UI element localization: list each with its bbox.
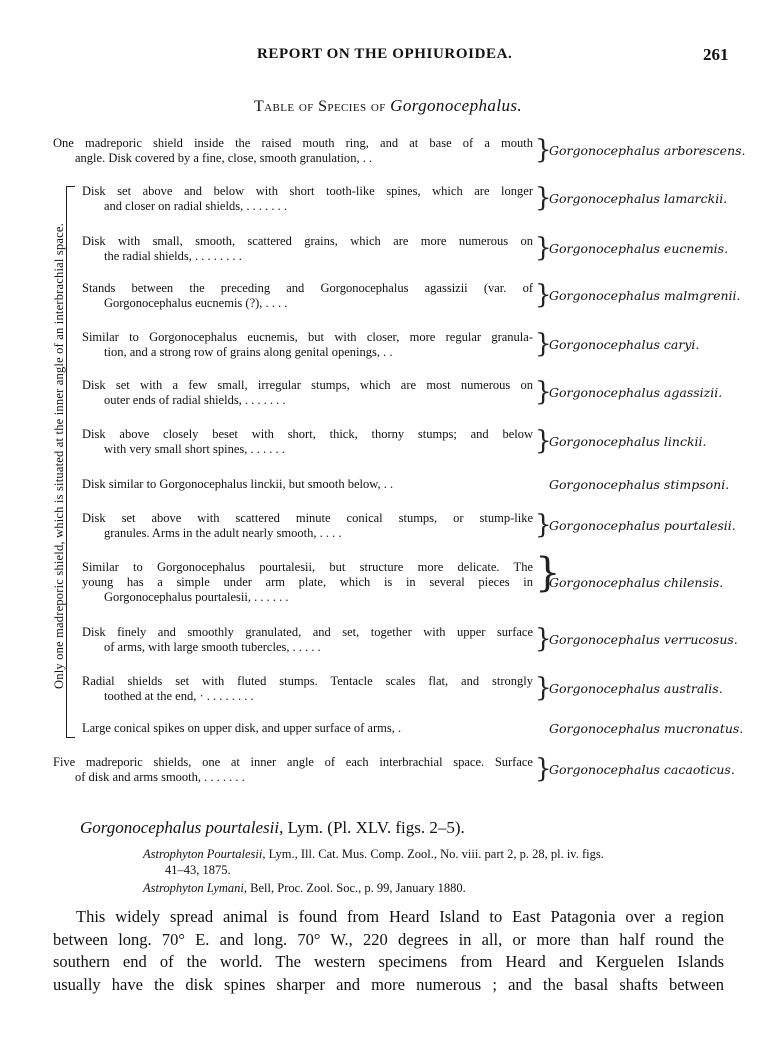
entry-description — [82, 477, 533, 492]
species-name: Gorgonocephalus agassizii. — [549, 385, 723, 400]
entry-description — [53, 136, 533, 166]
species-heading — [80, 818, 465, 838]
species-name: Gorgonocephalus mucronatus. — [549, 720, 744, 736]
brace-icon: } — [535, 673, 552, 703]
entry-description — [82, 234, 533, 264]
running-title: REPORT ON THE OPHIUROIDEA. — [257, 46, 513, 62]
entry-line: Similar to Gorgonocephalus pourtalesii, but structure more delicate. The — [82, 560, 533, 574]
entry-line: Disk set above and below with short tooth-like spines, which are longer — [82, 184, 533, 198]
entry-description — [53, 755, 533, 785]
body-line: between long. 70° E. and long. 70° W., 220 degrees in all, or more than half round the — [53, 929, 724, 949]
species-name: Gorgonocephalus australis. — [549, 681, 723, 696]
brace-icon: } — [535, 377, 552, 407]
species-name: Gorgonocephalus chilensis. — [549, 574, 724, 590]
entry-line: Disk with small, smooth, scattered grains, which are more numerous on — [82, 234, 533, 248]
reference-1-text: Lym., Ill. Cat. Mus. Comp. Zool., No. viii. part 2, p. 28, pl. iv. figs. — [268, 847, 604, 861]
reference-2 — [143, 880, 725, 896]
entry-description — [82, 281, 533, 311]
entry-line: One madreporic shield inside the raised mouth ring, and at base of a mouth — [53, 136, 533, 150]
species-name: Gorgonocephalus pourtalesii. — [549, 518, 736, 533]
body-line: southern end of the world. The western specimens from Heard and Kerguelen Islands — [53, 952, 724, 971]
entry-line: and closer on radial shields, . . . . . . . — [104, 199, 287, 213]
entry-line: of disk and arms smooth, . . . . . . . — [75, 770, 245, 784]
species-name: Gorgonocephalus arborescens. — [549, 143, 746, 158]
entry-description — [82, 427, 533, 457]
entry-line: Gorgonocephalus pourtalesii, . . . . . . — [104, 590, 289, 604]
entry-line: Disk similar to Gorgonocephalus linckii, but smooth below, . . — [82, 477, 394, 491]
brace-icon: } — [535, 754, 552, 784]
reference-1-cont: 41–43, 1875. — [165, 863, 231, 877]
species-name: Gorgonocephalus eucnemis. — [549, 241, 729, 256]
table-title — [0, 96, 776, 116]
species-name: Gorgonocephalus caryi. — [549, 337, 700, 352]
entry-line: angle. Disk covered by a fine, close, smooth granulation, . . — [75, 151, 373, 165]
entry-line: outer ends of radial shields, . . . . . . . — [104, 393, 286, 407]
entry-description — [82, 560, 533, 605]
entry-line: Stands between the preceding and Gorgonocephalus agassizii (var. of — [82, 281, 533, 295]
entry-description — [82, 184, 533, 214]
species-name: Gorgonocephalus malmgrenii. — [549, 288, 741, 303]
species-heading-name: Gorgonocephalus pourtalesii, — [80, 818, 284, 837]
species-name: Gorgonocephalus lamarckii. — [549, 191, 728, 206]
body-line: usually have the disk spines sharper and more numerous ; and the basal shafts between — [53, 974, 724, 994]
entry-description — [82, 674, 533, 704]
entry-line: Large conical spikes on upper disk, and upper surface of arms, . — [82, 721, 402, 735]
entry-line: with very small short spines, . . . . . . — [104, 442, 285, 456]
species-name: Gorgonocephalus stimpsoni. — [549, 476, 730, 492]
brace-icon: } — [535, 329, 552, 359]
reference-2-name: Astrophyton Lymani, — [143, 881, 248, 895]
brace-icon: } — [535, 510, 552, 540]
brace-icon: } — [535, 550, 561, 596]
body-paragraph — [53, 906, 724, 996]
species-name: Gorgonocephalus cacaoticus. — [549, 762, 735, 777]
entry-line: young has a simple under arm plate, which is in several pieces in — [82, 575, 533, 589]
brace-icon: } — [535, 233, 552, 263]
brace-icon: } — [535, 426, 552, 456]
entry-line: the radial shields, . . . . . . . . — [104, 249, 242, 263]
entry-line: granules. Arms in the adult nearly smooth, . . . . — [104, 526, 342, 540]
side-label: Only one madreporic shield, which is situated at the inner angle of an interbrachial space. — [52, 223, 66, 689]
body-line: This widely spread animal is found from Heard Island to East Patagonia over a region — [76, 907, 724, 926]
entry-line: Five madreporic shields, one at inner angle of each interbrachial space. Surface — [53, 755, 533, 769]
entry-line: Disk set above with scattered minute conical stumps, or stump-like — [82, 511, 533, 525]
table-title-genus: Gorgonocephalus. — [390, 96, 523, 115]
species-name: Gorgonocephalus verrucosus. — [549, 632, 738, 647]
entry-line: Radial shields set with fluted stumps. Tentacle scales flat, and strongly — [82, 674, 533, 688]
entry-description — [82, 378, 533, 408]
entry-line: Disk above closely beset with short, thick, thorny stumps; and below — [82, 427, 533, 441]
brace-icon: } — [535, 183, 552, 213]
entry-line: Gorgonocephalus eucnemis (?), . . . . — [104, 296, 288, 310]
reference-1 — [143, 846, 725, 878]
entry-line: Disk set with a few small, irregular stumps, which are most numerous on — [82, 378, 533, 392]
entry-line: Similar to Gorgonocephalus eucnemis, but with closer, more regular granula- — [82, 330, 533, 344]
brace-icon: } — [535, 280, 552, 310]
species-heading-rest: Lym. (Pl. XLV. figs. 2–5). — [287, 818, 465, 837]
entry-description — [82, 330, 533, 360]
entry-line: Disk finely and smoothly granulated, and set, together with upper surface — [82, 625, 533, 639]
species-name: Gorgonocephalus linckii. — [549, 434, 707, 449]
reference-2-text: Bell, Proc. Zool. Soc., p. 99, January 1880. — [250, 881, 466, 895]
entry-description — [82, 625, 533, 655]
entry-line: tion, and a strong row of grains along genital openings, . . — [104, 345, 393, 359]
entry-line: of arms, with large smooth tubercles, . . . . . — [104, 640, 321, 654]
entry-line: toothed at the end, · . . . . . . . . — [104, 689, 254, 703]
brace-icon: } — [535, 624, 552, 654]
brace-icon: } — [535, 135, 552, 165]
entry-description — [82, 721, 533, 736]
table-title-prefix: Table of Species of — [253, 98, 386, 115]
entry-description — [82, 511, 533, 541]
running-header — [0, 46, 776, 66]
reference-1-name: Astrophyton Pourtalesii, — [143, 847, 266, 861]
page-number: 261 — [703, 45, 729, 64]
